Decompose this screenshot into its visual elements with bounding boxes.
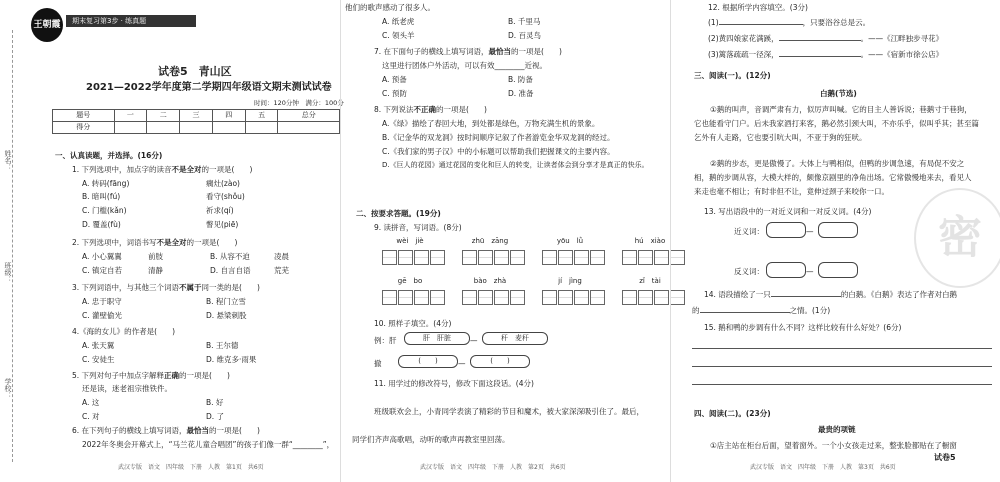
answer-blank[interactable] [700,304,790,313]
paper-badge: 试卷5 [934,453,956,462]
q14-text: 的 [692,306,700,315]
q3-option: D. 悬梁刺股 [206,311,247,320]
near-synonym-label: 近义词： [734,227,764,236]
q12-3-end: 。——《宿新市徐公店》 [860,50,944,59]
answer-box[interactable] [766,222,806,238]
score-header-cell: 一 [114,110,147,122]
question-4: 4.《海的女儿》的作者是( ) [72,327,176,336]
q3-option: C. 灌壁偷光 [82,311,123,320]
paper-subtitle: 2021—2022学年度第二学期四年级语文期末测试试卷 [86,82,332,93]
answer-box[interactable] [766,262,806,278]
q1-option: 看守(shǒu) [206,192,245,201]
section-1-heading: 一、认真读题，并选择。(16分) [55,151,163,160]
q8-option: D.《巨人的花园》通过花园的变化和巨人的转变，让读者体会到分享才是真正的快乐。 [382,161,649,169]
q8-text: 8. 下列说法 [374,105,414,114]
passage-line: 乞外有人走路，它也要引吭大叫，不亚于狗的狂吠。 [694,133,867,142]
pinyin-label: jí jìng [558,277,582,285]
q7-text: 7. 在下面句子的横线上填写词语， [374,47,489,56]
q2-option: 清静 [148,266,163,275]
pinyin-label: wèi jiè [396,237,424,245]
passage-line: 来走也毫不相让；有时非但不让，竟伸过颈子来咬你一口。 [694,187,889,196]
q6-text: 6. 在下列句子的横线上填写词语， [72,426,187,435]
answer-line[interactable] [692,384,992,385]
q11-text-line: 同学们齐声高歌唱，动听的歌声再教室里回荡。 [352,435,510,444]
q12-item-3 [708,48,943,60]
q2-option: D. 自言自语 [210,266,251,275]
pinyin-label: bào zhà [473,277,507,285]
score-header-cell: 总分 [278,110,340,122]
q1-option: 瘸灶(zào) [206,179,240,188]
q7-emphasis: 最恰当 [488,47,512,56]
q2-end: 的一项是( ) [186,238,238,247]
question-14-cont [692,304,830,316]
q5-option: B. 好 [206,398,224,407]
question-14 [704,288,957,300]
q1-option: 祈求(qí) [206,206,234,215]
answer-line[interactable] [692,348,992,349]
passage-line: ①鹅的叫声，音调严肃有力，似厉声叫喊。它的目主人善诉说；巷鹅寸于巷狗， [710,105,972,114]
q2-option: B. 从容不迫 [210,252,250,261]
passage-line: 相，鹅的步调从容，大模大样的，颇像京剧里的净角出场。它常傲慢地来去，看见人 [694,173,972,182]
q1-end: 的一项是( ) [201,165,253,174]
passage-line: 它也能看守门户。后未我家酒打来客，鹅必然引颈大叫，不亦乐乎，似叫乎其；甚至篇 [694,119,979,128]
answer-blank[interactable] [719,16,803,25]
antonym-label: 反义词： [734,267,764,276]
connector: — [470,336,478,345]
binding-strip [0,0,20,482]
q12-1-end: ，只要浴谷总是云。 [802,18,871,27]
answer-box[interactable] [818,262,858,278]
publisher-logo: 王朝霞 [31,8,63,42]
q5-end: 的一项是( ) [179,371,230,380]
q5-text: 5. 下列对句子中加点字解释 [72,371,165,380]
q14-text: 之情。(1分) [789,306,831,315]
q3-emphasis: 不属于 [179,283,202,292]
q10-box: 肝 肝脏 [404,332,470,345]
q1-emphasis: 不是全对 [171,165,202,174]
q6-option: C. 领头羊 [382,31,415,40]
q1-option: C. 门槛(kǎn) [82,206,127,215]
q3-option: A. 忠于职守 [82,297,122,306]
question-7 [374,46,562,57]
q2-text: 2. 下列选项中，词语书写 [72,238,157,247]
q2-option: 荒芜 [274,266,289,275]
name-label: 姓名： [4,150,12,171]
q3-option: B. 程门立雪 [206,297,246,306]
score-cell[interactable] [114,122,147,134]
column-divider [340,0,341,482]
q8-option: B.《记金华的双龙洞》按时间顺序记叙了作者游览金华双龙洞的经过。 [382,133,615,142]
q12-item-2 [708,32,943,44]
q5-emphasis: 正确 [164,371,180,380]
q3-text: 3. 下列词语中，与其他三个词语 [72,283,180,292]
question-11: 11. 用学过的修改符号，修改下面这段话。(4分) [374,379,534,388]
score-header-row [53,110,340,122]
q1-option: 瞥见(piē) [206,220,239,229]
q14-text: 的白鹅。《白鹅》表达了作者对白鹅 [840,290,958,299]
score-header-cell: 二 [147,110,180,122]
q6-option: B. 千里马 [508,17,541,26]
q10-example: 例：肝 [374,336,397,345]
q7-sentence: 这里进行团体户外活动，可以有效________近视。 [382,61,547,70]
answer-blank[interactable] [779,48,861,57]
q5-option: D. 了 [206,412,225,421]
q8-end: 的一项是( ) [436,105,487,114]
q8-option: A.《绿》描绘了春回大地，到处都是绿色，万物充满生机的景象。 [382,119,600,128]
score-cell[interactable] [245,122,278,134]
q8-option: C.《我们家的男子汉》中的小标题可以帮助我们把握课文的主要内容。 [382,147,615,156]
question-12: 12. 根据所学内容填空。(3分) [708,3,808,12]
q4-option: B. 王尔德 [206,341,239,350]
writing-grid[interactable] [382,250,446,265]
pinyin-label: yōu lǜ [556,237,584,245]
q2-option: 凌晨 [274,252,289,261]
answer-blank[interactable] [779,32,861,41]
writing-grid[interactable] [462,250,526,265]
time-score: 时间：120分钟 满分：100分 [254,99,344,107]
score-header-cell: 三 [180,110,213,122]
question-10: 10. 照样子填空。(4分) [374,319,452,328]
writing-grid[interactable] [462,290,526,305]
q12-1-label: (1) [708,18,719,27]
q6-option: D. 百灵鸟 [508,31,542,40]
passage-line: ①店主站在柜台后面，望着窗外。一个小女孩走过来，整张脸都贴在了橱窗 [710,441,957,450]
score-table [52,109,340,134]
question-8 [374,104,487,115]
question-2 [72,237,237,248]
answer-blank[interactable] [771,288,841,297]
q1-text: 1. 下列选项中，加点字的读音 [72,165,172,174]
question-6 [72,425,260,436]
q12-3-text: (3)篱落疏疏一径深， [708,50,779,59]
q8-emphasis: 不正确 [413,105,437,114]
q4-option: A. 张天翼 [82,341,115,350]
question-3 [72,282,260,293]
page-footer: 武汉专版 语文 四年级 下册 人教 第1页 共6页 [118,464,264,471]
q7-option: C. 预防 [382,89,408,98]
score-cell[interactable] [278,122,340,134]
writing-grid[interactable] [542,250,606,265]
question-9: 9. 读拼音，写词语。(8分) [374,223,462,232]
page-footer: 武汉专版 语文 四年级 下册 人教 第3页 共6页 [750,464,896,471]
q6-end: 的一项是( ) [209,426,260,435]
q6-option: A. 纸老虎 [382,17,415,26]
score-cell[interactable] [147,122,180,134]
page-column-2 [342,0,668,482]
section-2-heading: 二、按要求答题。(19分) [356,209,441,218]
writing-grid[interactable] [542,290,606,305]
pinyin-label: gē bo [397,277,423,285]
paper-title: 试卷5 青山区 [158,65,232,78]
q2-option: C. 镇定自若 [82,266,123,275]
question-5 [72,370,230,381]
section-3-heading: 三、阅读(一)。(12分) [694,71,771,80]
q12-2-end: 。——《江畔独步寻花》 [860,34,944,43]
q7-option: D. 准备 [508,89,534,98]
connector: — [806,267,814,276]
q5-option: A. 这 [82,398,100,407]
q1-option: B. 暗叫(fú) [82,192,121,201]
connector: — [458,359,466,368]
passage-title: 白鹅(节选) [820,89,857,98]
score-header-cell: 四 [212,110,245,122]
score-cell[interactable] [212,122,245,134]
connector: — [806,227,814,236]
answer-box[interactable] [818,222,858,238]
question-13: 13. 写出语段中的一对近义词和一对反义词。(4分) [704,207,872,216]
page-column-1 [0,0,344,482]
q2-option: 前肢 [148,252,163,261]
score-row-label: 得分 [53,122,115,134]
q10-box: 秆 麦秆 [482,332,548,345]
q10-answer-box[interactable]: ( ) [398,355,458,368]
q2-emphasis: 不是全对 [156,238,187,247]
q7-end: 的一项是( ) [511,47,562,56]
q6-sentence: 2022年冬奥会开幕式上，“马兰花儿童合唱团”的孩子们像一群“________”， [82,440,335,449]
q2-option: A. 小心翼翼 [82,252,122,261]
q4-option: D. 维克多·雨果 [206,355,257,364]
pinyin-label: zhū zāng [471,237,509,245]
review-banner: 期末复习第3步 · 练真题 [66,15,196,27]
answer-line[interactable] [692,366,992,367]
q4-option: C. 安徒生 [82,355,115,364]
q12-item-1 [708,16,870,28]
score-row [53,122,340,134]
q3-end: 同一类的是( ) [201,283,260,292]
question-15: 15. 鹅和鸭的步调有什么不同？这样比较有什么好处？(6分) [704,323,902,332]
q7-option: B. 防备 [508,75,533,84]
q11-text-line: 班级联欢会上，小青同学表演了精彩的节目和魔术，被大家深深吸引住了。最后， [374,407,644,416]
school-label: 学校： [4,378,12,399]
q14-text: 14. 语段描绘了一只 [704,290,771,299]
q10-answer-box[interactable]: ( ) [470,355,530,368]
class-label: 班级： [4,262,12,283]
q1-option: D. 覆盖(fù) [82,220,121,229]
confidential-seal: 密 [914,188,1000,288]
q6-continuation: 他们的歌声感动了很多人。 [345,3,435,12]
q1-option: A. 转码(fāng) [82,179,130,188]
q12-2-text: (2)黄四娘家花满蹊， [708,34,779,43]
column-divider [670,0,671,482]
passage-line: ②鹅的步态，更是傲慢了。大体上与鸭相似，但鸭的步调急速，有局促不安之 [710,159,965,168]
page-footer: 武汉专版 语文 四年级 下册 人教 第2页 共6页 [420,464,566,471]
score-header-cell: 五 [245,110,278,122]
q6-emphasis: 最恰当 [186,426,210,435]
section-4-heading: 四、阅读(二)。(23分) [694,409,771,418]
pinyin-label: hú xiào [634,237,666,245]
q7-option: A. 预备 [382,75,407,84]
score-cell[interactable] [180,122,213,134]
pinyin-label: zǐ tài [639,277,661,285]
passage-2-title: 最贵的项链 [818,425,856,434]
writing-grid[interactable] [382,290,446,305]
q5-sentence: 还是读，迷老祖宗推铁件。 [82,384,172,393]
question-1 [72,164,252,175]
q5-option: C. 对 [82,412,100,421]
q10-word: 撤 [374,359,382,368]
score-header-cell: 题号 [53,110,115,122]
